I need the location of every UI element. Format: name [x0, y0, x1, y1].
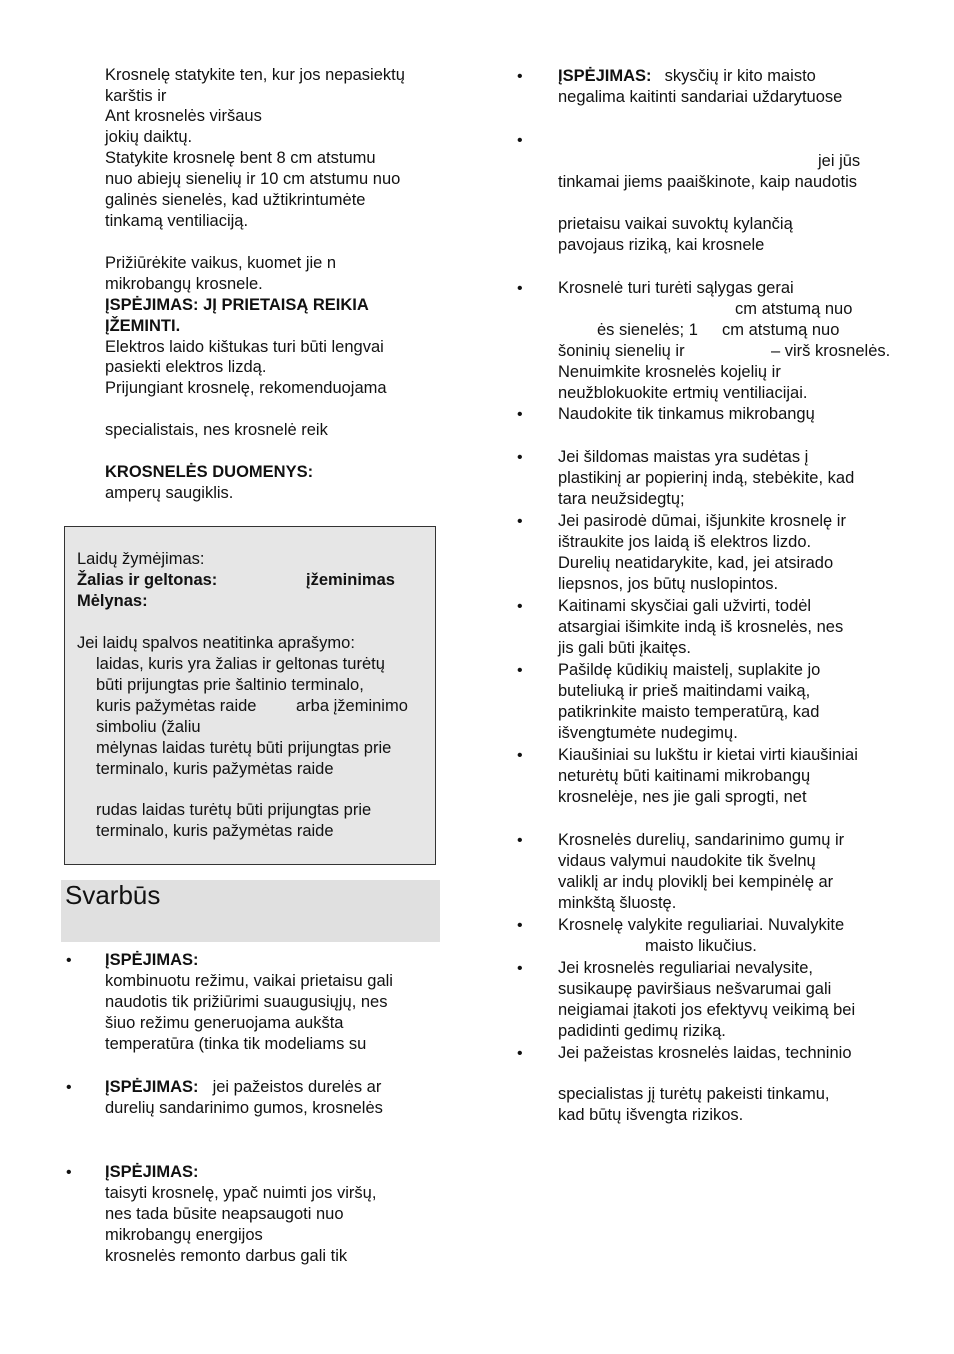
text-line: plastikinį ar popierinį indą, stebėkite, kad — [558, 469, 855, 487]
text-line: Krosnelę valykite reguliariai. Nuvalykite — [558, 916, 845, 934]
bullet-marker: • — [66, 1164, 72, 1181]
text-line: patikrinkite maisto temperatūrą, kad — [558, 703, 820, 721]
text-line: Krosnelės durelių, sandarinimo gumų ir — [558, 831, 845, 849]
text-line: liepsnos, jos būtų nuslopintos. — [558, 575, 779, 593]
bullet-marker: • — [517, 917, 523, 934]
text-line: būti prijungtas prie šaltinio terminalo, — [96, 676, 364, 694]
bullet-marker: • — [66, 952, 72, 969]
text-line: krosnelės remonto darbus gali tik — [105, 1247, 348, 1265]
text-line: minkštą šluostę. — [558, 894, 677, 912]
section-heading: Svarbūs — [65, 880, 161, 910]
warning-line: ĮŽEMINTI. — [105, 317, 181, 335]
text-line: jei pažeistos durelės ar — [208, 1078, 382, 1096]
text-line: prietaisu vaikai suvoktų kylančią — [558, 215, 793, 233]
text-line: terminalo, kuris pažymėtas raide — [96, 760, 334, 778]
bullet-marker: • — [517, 662, 523, 679]
text-line: Prijungiant krosnelę, rekomenduojama — [105, 379, 387, 397]
text-line: mėlynas laidas turėtų būti prijungtas prie — [96, 739, 392, 757]
text-line: šiuo režimu generuojama aukšta — [105, 1014, 344, 1032]
bullet-marker: • — [517, 513, 523, 530]
text-line: temperatūra (tinka tik modeliams su — [105, 1035, 367, 1053]
bullet-marker: • — [517, 280, 523, 297]
text-line: neigiamai įtakoti jos efektyvų veikimą bei — [558, 1001, 856, 1019]
text-line: specialistas jį turėtų pakeisti tinkamu, — [558, 1085, 830, 1103]
text-line: kombinuotu režimu, vaikai prietaisu gali — [105, 972, 393, 990]
text-line: mikrobangų krosnele. — [105, 275, 263, 293]
text-line: krosnelėje, nes jie gali sprogti, net — [558, 788, 807, 806]
text-line: Kiaušiniai su lukštu ir kietai virti kiaušiniai — [558, 746, 858, 764]
text-line: kad būtų išvengta rizikos. — [558, 1106, 744, 1124]
text-line: taisyti krosnelę, ypač nuimti jos viršų, — [105, 1184, 377, 1202]
wire-label: įžeminimas — [306, 571, 395, 589]
warning-label: ĮSPĖJIMAS: — [105, 1163, 199, 1181]
text-line: Jei pasirodė dūmai, išjunkite krosnelę ir — [558, 512, 846, 530]
text-line: specialistais, nes krosnelė reik — [105, 421, 328, 439]
text-line: Statykite krosnelę bent 8 cm atstumu — [105, 149, 376, 167]
text-line: terminalo, kuris pažymėtas raide — [96, 822, 334, 840]
text-line: pavojaus riziką, kai krosnele — [558, 236, 765, 254]
text-line: vidaus valymui naudokite tik švelnų — [558, 852, 816, 870]
text-line: negalima kaitinti sandariai uždarytuose — [558, 88, 843, 106]
text-line: pasiekti elektros lizdą. — [105, 358, 267, 376]
text-line: Durelių neatidarykite, kad, jei atsirado — [558, 554, 834, 572]
text-line: jokių daiktų. — [105, 128, 193, 146]
text-line: Naudokite tik tinkamus mikrobangų — [558, 405, 815, 423]
text-line: durelių sandarinimo gumos, krosnelės — [105, 1099, 383, 1117]
text-line: cm atstumą nuo — [722, 321, 840, 339]
text-line: nes tada būsite neapsaugoti nuo — [105, 1205, 344, 1223]
text-line: maisto likučius. — [645, 937, 757, 955]
bullet-marker: • — [66, 1079, 72, 1096]
bullet-marker: • — [517, 132, 523, 149]
text-line: padidinti gedimų riziką. — [558, 1022, 726, 1040]
bullet-marker: • — [517, 449, 523, 466]
text-line: tara neužsidegtų; — [558, 490, 685, 508]
text-line: skysčių ir kito maisto — [660, 67, 816, 85]
text-line: Prižiūrėkite vaikus, kuomet jie n — [105, 254, 337, 272]
bullet-marker: • — [517, 598, 523, 615]
text-line: kuris pažymėtas raide — [96, 697, 257, 715]
bullet-marker: • — [517, 747, 523, 764]
text-line: tinkamai jiems paaiškinote, kaip naudotis — [558, 173, 857, 191]
text-line: susikaupę paviršiaus nešvarumai gali — [558, 980, 832, 998]
text-line: tinkamą ventiliaciją. — [105, 212, 249, 230]
text-line: arba įžeminimo — [296, 697, 408, 715]
text-line: neužblokuokite ertmių ventiliacijai. — [558, 384, 808, 402]
text-line: Ant krosnelės viršaus — [105, 107, 262, 125]
warning-line: ĮSPĖJIMAS: JĮ PRIETAISĄ REIKIA — [105, 296, 369, 314]
text-line: mikrobangų energijos — [105, 1226, 263, 1244]
text-line: Krosnelė turi turėti sąlygas gerai — [558, 279, 794, 297]
text-line: Jei krosnelės reguliariai nevalysite, — [558, 959, 813, 977]
warning-label: ĮSPĖJIMAS: — [105, 951, 199, 969]
text-line: Jei pažeistas krosnelės laidas, techninio — [558, 1044, 852, 1062]
text-line: išvengtumėte nudegimų. — [558, 724, 738, 742]
text-line: ės sienelės; 1 — [597, 321, 698, 339]
wire-label: Žalias ir geltonas: — [77, 571, 218, 589]
warning-label: ĮSPĖJIMAS: — [105, 1078, 199, 1096]
text-line: – virš krosnelės. — [771, 342, 891, 360]
text-line: šoninių sienelių ir — [558, 342, 685, 360]
bullet-marker: • — [517, 68, 523, 85]
text-line: Krosnelę statykite ten, kur jos nepasiektų — [105, 66, 405, 84]
text-line: jei jūs — [818, 152, 861, 170]
text-line: laidas, kuris yra žalias ir geltonas turėtų — [96, 655, 385, 673]
text-line: atsargiai išimkite indą iš krosnelės, nes — [558, 618, 844, 636]
text-line: buteliuką ir prieš maitindami vaiką, — [558, 682, 811, 700]
text-line: naudotis tik prižiūrimi suaugusiųjų, nes — [105, 993, 388, 1011]
text-line: ištraukite jos laidą iš elektros lizdo. — [558, 533, 812, 551]
text-line: cm atstumą nuo — [735, 300, 853, 318]
text-line: simboliu (žaliu — [96, 718, 201, 736]
text-line: Jei laidų spalvos neatitinka aprašymo: — [77, 634, 355, 652]
text-line: Pašildę kūdikių maistelį, suplakite jo — [558, 661, 821, 679]
specs-heading: KROSNELĖS DUOMENYS: — [105, 463, 314, 481]
text-line: jis gali būti įkaitęs. — [558, 639, 691, 657]
text-line: amperų saugiklis. — [105, 484, 234, 502]
text-line: valiklį ar indų ploviklį bei kempinėlę ar — [558, 873, 834, 891]
bullet-marker: • — [517, 406, 523, 423]
wire-label: Mėlynas: — [77, 592, 148, 610]
text-line: Kaitinami skysčiai gali užvirti, todėl — [558, 597, 812, 615]
text-line: karštis ir — [105, 87, 167, 105]
text-line: rudas laidas turėtų būti prijungtas prie — [96, 801, 372, 819]
bullet-marker: • — [517, 832, 523, 849]
warning-label: ĮSPĖJIMAS: — [558, 67, 652, 85]
text-line: galinės sienelės, kad užtikrintumėte — [105, 191, 366, 209]
text-line: Elektros laido kištukas turi būti lengvai — [105, 338, 384, 356]
text-line: Jei šildomas maistas yra sudėtas į — [558, 448, 809, 466]
bullet-marker: • — [517, 1045, 523, 1062]
text-line: neturėtų būti kaitinami mikrobangų — [558, 767, 811, 785]
text-line: Laidų žymėjimas: — [77, 550, 205, 568]
bullet-marker: • — [517, 960, 523, 977]
text-line: Nenuimkite krosnelės kojelių ir — [558, 363, 781, 381]
text-line: nuo abiejų sienelių ir 10 cm atstumu nuo — [105, 170, 401, 188]
